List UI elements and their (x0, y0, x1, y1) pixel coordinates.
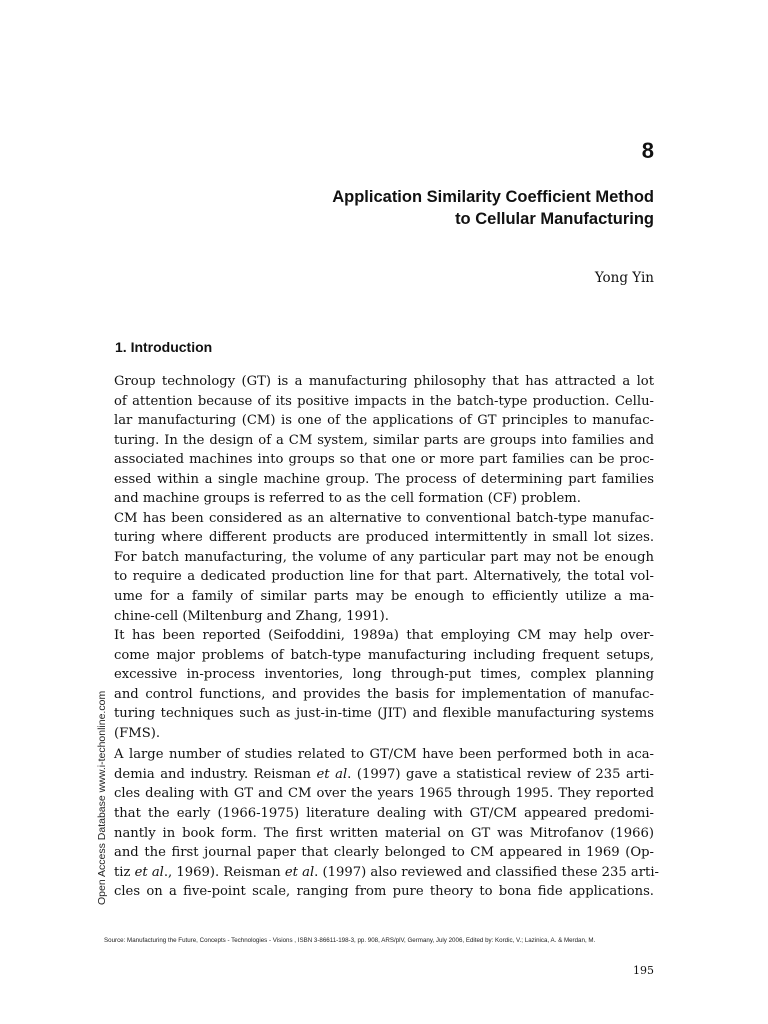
text-line: to require a dedicated production line for that part. Alternatively, the total vol- (114, 569, 654, 585)
text-fragment: . (1997) gave a statistical review of 235 arti- (347, 766, 654, 782)
text-line: turing techniques such as just-in-time (JIT) and flexible manufacturing systems (114, 706, 654, 722)
text-line: A large number of studies related to GT/CM have been performed both in aca- (114, 747, 654, 763)
author-name: Yong Yin (594, 270, 654, 286)
text-line: It has been reported (Seifoddini, 1989a) that employing CM may help over- (114, 628, 654, 644)
text-fragment: . (1997) also reviewed and classified these 235 arti- (314, 864, 659, 880)
text-line: essed within a single machine group. The process of determining part families (114, 471, 654, 487)
text-line: associated machines into groups so that one or more part families can be proc- (114, 452, 654, 468)
page-number: 195 (633, 964, 654, 977)
text-line: nantly in book form. The first written material on GT was Mitrofanov (1966) (114, 825, 654, 841)
chapter-title-line: Application Similarity Coefficient Method (332, 188, 654, 206)
text-line: that the early (1966-1975) literature dealing with GT/CM appeared predomi- (114, 806, 654, 822)
chapter-number: 8 (641, 138, 654, 163)
text-fragment: ., 1969). Reisman (163, 864, 285, 880)
text-line: Group technology (GT) is a manufacturing philosophy that has attracted a lot (114, 374, 654, 389)
text-line: lar manufacturing (CM) is one of the applications of GT principles to manufac- (114, 413, 654, 429)
section-heading: 1. Introduction (115, 339, 213, 355)
text-line: and machine groups is referred to as the cell formation (CF) problem. (114, 491, 581, 507)
text-line (114, 765, 654, 785)
text-fragment: tiz (114, 864, 135, 880)
text-line: cles on a five-point scale, ranging from pure theory to bona fide applications. (114, 884, 654, 900)
chapter-title (234, 186, 654, 230)
text-line: For batch manufacturing, the volume of any particular part may not be enough (114, 549, 654, 565)
et-al-emphasis: et al (134, 864, 164, 880)
et-al-emphasis: et al (284, 864, 315, 880)
text-line: excessive in-process inventories, long through-put times, complex planning (114, 667, 654, 683)
text-fragment: demia and industry. Reisman (114, 766, 317, 782)
et-al-emphasis: et al (316, 766, 348, 782)
source-footnote: Source: Manufacturing the Future, Concepts - Technologies - Visions , ISBN 3-86611-198-3, pp. 908, ARS/plV, Germany, July 2006, Edited by: Kordic, V.; Lazinica, A. & Merdan, M. (104, 937, 596, 944)
text-line: of attention because of its positive impacts in the batch-type production. Cellu- (114, 393, 654, 409)
text-line: and the first journal paper that clearly belonged to CM appeared in 1969 (Op- (114, 845, 654, 861)
text-line: come major problems of batch-type manufacturing including frequent setups, (114, 647, 654, 663)
text-line: cles dealing with GT and CM over the years 1965 through 1995. They reported (114, 786, 654, 802)
text-line: turing where different products are produced intermittently in small lot sizes. (114, 530, 654, 546)
text-line: (FMS). (114, 725, 161, 741)
text-line: turing. In the design of a CM system, similar parts are groups into families and (114, 432, 654, 448)
text-line: ume for a family of similar parts may be enough to efficiently utilize a ma- (114, 589, 654, 605)
chapter-title-line: to Cellular Manufacturing (455, 210, 654, 228)
text-line: CM has been considered as an alternative to conventional batch-type manufac- (114, 510, 654, 526)
text-line (114, 863, 659, 883)
body-text (114, 372, 659, 902)
side-watermark: Open Access Database www.i-techonline.com (96, 690, 108, 905)
text-line: and control functions, and provides the basis for implementation of manufac- (114, 686, 654, 702)
text-line: chine-cell (Miltenburg and Zhang, 1991). (114, 608, 389, 624)
